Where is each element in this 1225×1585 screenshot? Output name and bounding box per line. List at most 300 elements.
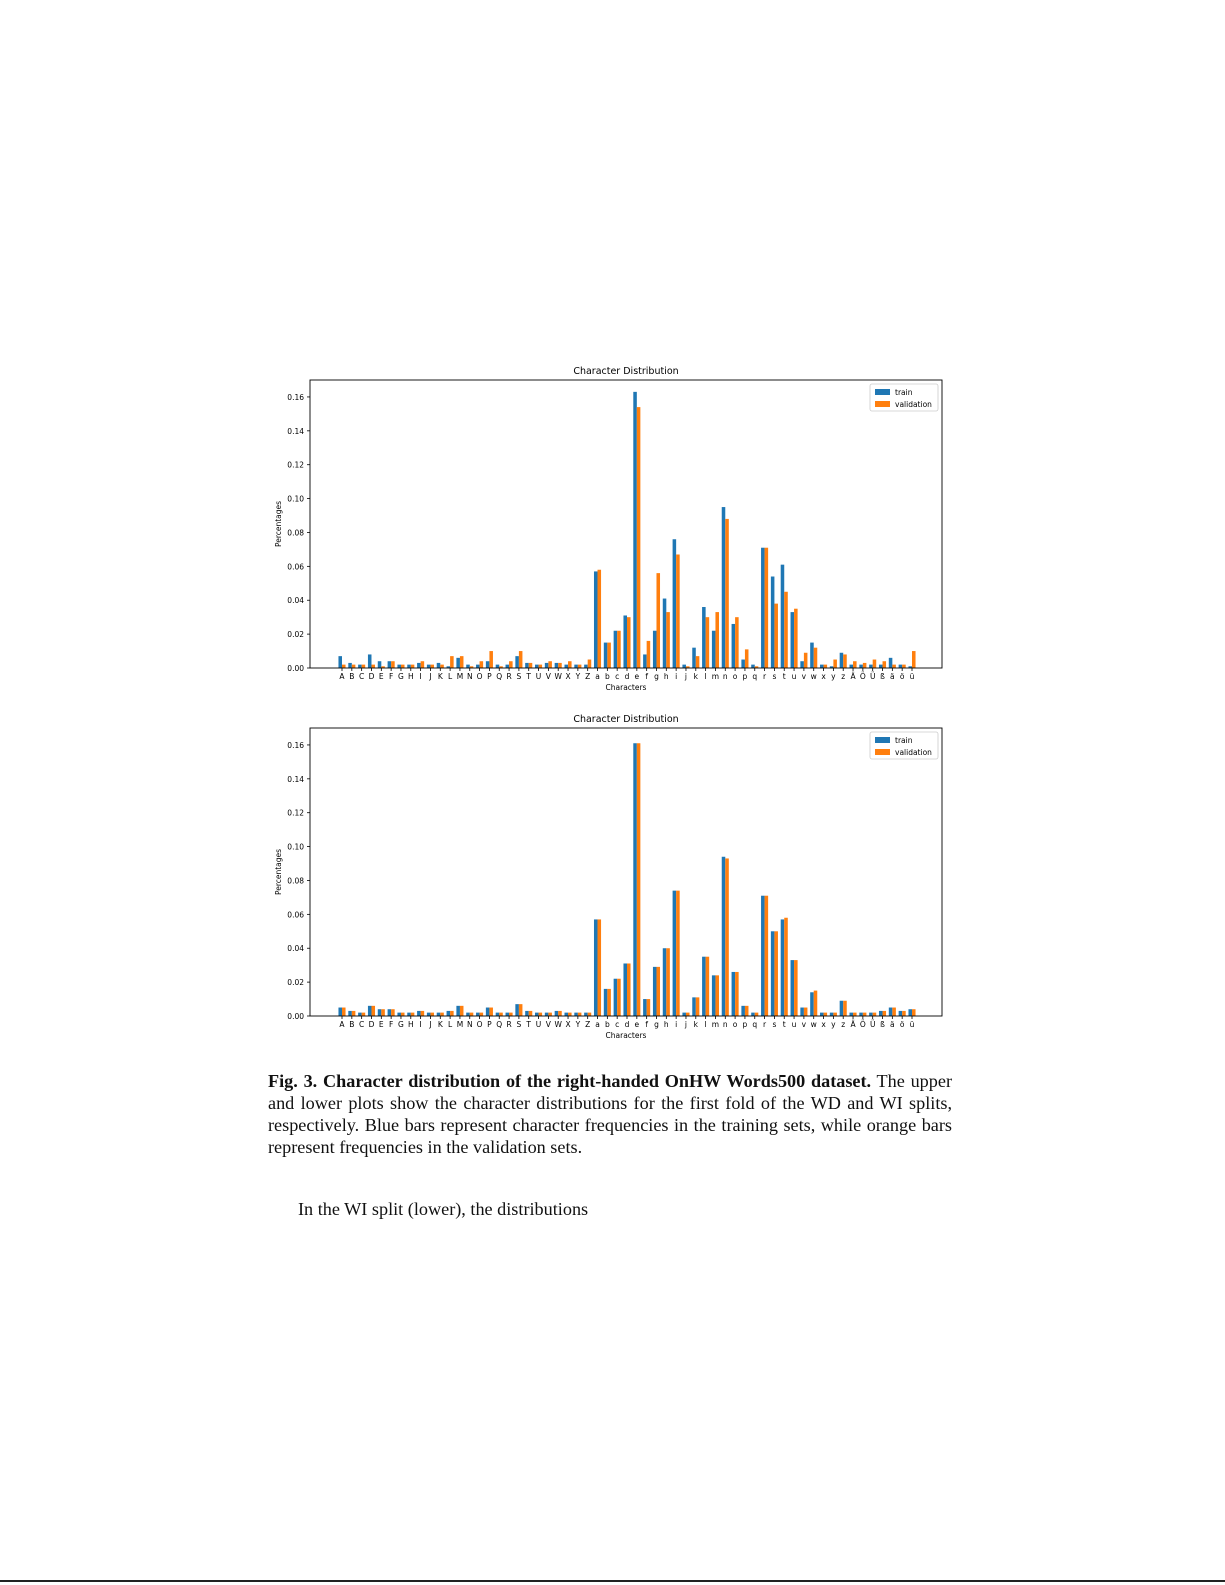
bar-train (722, 857, 726, 1016)
bar-train (771, 931, 775, 1016)
x-tick-label: U (535, 672, 542, 681)
y-tick-label: 0.02 (287, 630, 304, 640)
legend-swatch-train (875, 389, 890, 395)
bar-validation (656, 967, 660, 1016)
bar-validation (362, 665, 366, 668)
bar-train (879, 1011, 883, 1016)
x-tick-label: d (624, 672, 630, 681)
bar-train (692, 997, 696, 1016)
bar-validation (765, 896, 769, 1016)
bar-validation (843, 1001, 847, 1016)
x-tick-label: Y (575, 1020, 581, 1029)
bar-train (614, 631, 618, 668)
x-tick-label: N (466, 672, 473, 681)
bar-train (604, 989, 608, 1016)
bar-train (447, 1011, 451, 1016)
x-tick-label: I (419, 1020, 422, 1029)
bar-validation (607, 989, 611, 1016)
bar-train (584, 665, 588, 668)
x-tick-label: ö (899, 1020, 905, 1029)
x-tick-label: B (349, 1020, 355, 1029)
x-tick-label: Q (496, 1020, 503, 1029)
x-tick-label: C (359, 1020, 365, 1029)
bar-train (800, 661, 804, 668)
bar-train (427, 665, 431, 668)
bar-validation (833, 660, 837, 668)
x-tick-label: ü (909, 1020, 915, 1029)
x-tick-label: A (339, 1020, 345, 1029)
bar-train (869, 1013, 873, 1016)
x-tick-label: a (595, 672, 600, 681)
bar-train (535, 665, 539, 668)
y-tick-label: 0.16 (287, 392, 304, 402)
bar-validation (401, 665, 405, 668)
legend-swatch-validation (875, 401, 890, 407)
bar-validation (470, 1013, 474, 1016)
x-tick-label: g (654, 1020, 659, 1029)
bar-train (653, 967, 657, 1016)
bar-validation (843, 654, 847, 668)
x-tick-label: q (752, 1020, 758, 1029)
bar-train (437, 1013, 441, 1016)
y-tick-label: 0.12 (287, 460, 304, 470)
bar-validation (627, 617, 631, 668)
bar-train (643, 654, 647, 668)
x-tick-label: z (841, 1020, 846, 1029)
bar-train (555, 1011, 559, 1016)
x-tick-label: t (782, 672, 786, 681)
bar-train (456, 658, 460, 668)
y-tick-label: 0.08 (287, 876, 304, 886)
x-tick-label: X (565, 1020, 571, 1029)
bar-validation (666, 612, 670, 668)
x-tick-label: Ä (850, 1020, 856, 1029)
bar-validation (873, 660, 877, 668)
y-axis-label: Percentages (274, 848, 283, 896)
x-tick-label: O (476, 672, 483, 681)
bar-train (840, 653, 844, 668)
bar-validation (765, 548, 769, 668)
bar-train (515, 1004, 519, 1016)
x-tick-label: u (791, 672, 797, 681)
x-tick-label: Ö (859, 672, 866, 681)
bar-train (673, 539, 677, 668)
bar-validation (362, 1013, 366, 1016)
bar-train (830, 1013, 834, 1016)
x-tick-label: h (663, 672, 669, 681)
bar-validation (342, 1008, 346, 1016)
bar-train (899, 665, 903, 668)
x-tick-label: z (841, 672, 846, 681)
bar-train (741, 660, 745, 668)
x-tick-label: K (437, 1020, 443, 1029)
bar-validation (489, 1008, 493, 1016)
bar-validation (853, 661, 857, 668)
caption-lead: Fig. 3. Character distribution of the right-handed OnHW Words500 dataset. (268, 1071, 872, 1091)
x-tick-label: y (831, 1020, 836, 1029)
x-tick-label: m (711, 672, 720, 681)
bar-validation (509, 1013, 513, 1016)
bar-validation (371, 1006, 375, 1016)
bar-train (348, 1011, 352, 1016)
bar-validation (784, 592, 788, 668)
bar-validation (430, 665, 434, 668)
x-tick-label: R (506, 672, 512, 681)
bar-train (623, 963, 627, 1016)
bar-validation (696, 656, 700, 668)
bar-validation (892, 665, 896, 668)
x-tick-label: b (604, 672, 610, 681)
x-tick-label: f (645, 1020, 648, 1029)
bar-train (781, 565, 785, 668)
bar-validation (391, 661, 395, 668)
x-tick-label: C (359, 672, 365, 681)
bar-train (810, 643, 814, 668)
bar-validation (568, 1013, 572, 1016)
legend-swatch-validation (875, 749, 890, 755)
bar-validation (598, 919, 602, 1016)
y-tick-label: 0.08 (287, 528, 304, 538)
x-tick-label: g (654, 672, 659, 681)
bar-validation (627, 963, 631, 1016)
x-tick-label: h (663, 1020, 669, 1029)
x-tick-label: ä (890, 1020, 895, 1029)
bar-train (368, 1006, 372, 1016)
x-tick-label: v (801, 1020, 807, 1029)
x-tick-label: J (429, 1020, 432, 1029)
bar-validation (421, 661, 425, 668)
x-tick-label: t (782, 1020, 786, 1029)
bar-validation (588, 660, 592, 668)
bar-validation (440, 1013, 444, 1016)
bar-train (476, 665, 480, 668)
upper-chart (270, 358, 960, 698)
bar-train (378, 661, 382, 668)
bar-validation (381, 1009, 385, 1016)
x-tick-label: L (448, 1020, 453, 1029)
x-tick-label: x (821, 1020, 826, 1029)
bar-train (584, 1013, 588, 1016)
x-tick-label: b (604, 1020, 610, 1029)
bar-train (879, 665, 883, 668)
x-tick-label: K (437, 672, 443, 681)
bar-train (712, 631, 716, 668)
bar-validation (607, 643, 611, 668)
bar-validation (558, 663, 562, 668)
x-tick-label: R (506, 1020, 512, 1029)
bar-train (702, 957, 706, 1016)
x-tick-label: r (763, 672, 767, 681)
bar-train (682, 665, 686, 668)
bar-train (712, 975, 716, 1016)
bar-validation (794, 609, 798, 668)
y-tick-label: 0.04 (287, 596, 304, 606)
bar-validation (883, 661, 887, 668)
x-tick-label: T (526, 672, 532, 681)
bar-train (594, 919, 598, 1016)
bar-train (751, 665, 755, 668)
x-tick-label: Y (575, 672, 581, 681)
bar-validation (460, 1006, 464, 1016)
x-tick-label: u (791, 1020, 797, 1029)
bar-validation (902, 665, 906, 668)
bar-train (859, 665, 863, 668)
bar-validation (401, 1013, 405, 1016)
bar-train (535, 1013, 539, 1016)
y-tick-label: 0.12 (287, 808, 304, 818)
x-tick-label: X (565, 672, 571, 681)
bar-validation (352, 665, 356, 668)
bar-validation (450, 1011, 454, 1016)
x-tick-label: Z (585, 672, 591, 681)
bar-validation (539, 665, 543, 668)
bar-train (663, 948, 667, 1016)
x-tick-label: c (615, 672, 620, 681)
x-tick-label: ü (909, 672, 915, 681)
bar-train (849, 665, 853, 668)
bar-validation (637, 407, 641, 668)
bar-train (692, 648, 696, 668)
bar-validation (489, 651, 493, 668)
x-tick-label: U (535, 1020, 542, 1029)
body-paragraph: In the WI split (lower), the distributions (298, 1199, 589, 1219)
x-axis-label: Characters (605, 683, 647, 692)
bar-train (574, 665, 578, 668)
bar-train (869, 665, 873, 668)
bar-validation (480, 661, 484, 668)
bar-train (338, 656, 342, 668)
bar-validation (617, 631, 621, 668)
bar-validation (499, 1013, 503, 1016)
bar-train (466, 665, 470, 668)
bar-validation (519, 651, 523, 668)
bar-validation (794, 960, 798, 1016)
bar-train (849, 1013, 853, 1016)
bar-validation (814, 991, 818, 1016)
bar-train (486, 661, 490, 668)
bar-train (388, 1009, 392, 1016)
bar-train (338, 1008, 342, 1016)
bar-train (574, 1013, 578, 1016)
bar-train (633, 743, 637, 1016)
bar-validation (637, 743, 641, 1016)
bar-validation (430, 1013, 434, 1016)
x-tick-label: n (722, 672, 728, 681)
bar-train (889, 658, 893, 668)
bar-validation (892, 1008, 896, 1016)
x-tick-label: E (378, 1020, 384, 1029)
bar-validation (509, 661, 513, 668)
x-tick-label: H (407, 1020, 414, 1029)
bar-validation (863, 663, 867, 668)
bar-train (506, 1013, 510, 1016)
bar-validation (853, 1013, 857, 1016)
bar-validation (706, 957, 710, 1016)
bar-validation (784, 918, 788, 1016)
bar-validation (804, 1008, 808, 1016)
bar-train (732, 624, 736, 668)
x-tick-label: q (752, 672, 758, 681)
x-tick-label: r (763, 1020, 767, 1029)
bar-validation (440, 665, 444, 668)
legend-label-train: train (895, 388, 913, 397)
x-tick-label: B (349, 672, 355, 681)
x-tick-label: M (456, 672, 464, 681)
bar-validation (656, 573, 660, 668)
bar-train (506, 665, 510, 668)
bar-train (388, 661, 392, 668)
bar-train (840, 1001, 844, 1016)
bar-validation (824, 1013, 828, 1016)
bar-train (348, 663, 352, 668)
bar-train (417, 663, 421, 668)
legend-label-validation: validation (895, 748, 932, 757)
bar-validation (715, 612, 719, 668)
bar-train (653, 631, 657, 668)
bar-validation (735, 617, 739, 668)
y-tick-label: 0.10 (287, 494, 304, 504)
x-tick-label: O (476, 1020, 483, 1029)
bar-validation (529, 1011, 533, 1016)
bar-train (791, 960, 795, 1016)
legend-swatch-train (875, 737, 890, 743)
bar-train (604, 643, 608, 668)
x-tick-label: L (448, 672, 453, 681)
bar-train (810, 992, 814, 1016)
x-tick-label: o (732, 1020, 738, 1029)
bar-train (564, 1013, 568, 1016)
bar-validation (450, 656, 454, 668)
x-tick-label: e (634, 1020, 640, 1029)
bar-train (545, 1013, 549, 1016)
bar-train (378, 1009, 382, 1016)
bar-validation (352, 1011, 356, 1016)
bar-train (643, 999, 647, 1016)
x-tick-label: V (545, 1020, 551, 1029)
x-tick-label: N (466, 1020, 473, 1029)
y-tick-label: 0.06 (287, 562, 304, 572)
y-tick-label: 0.00 (287, 1012, 304, 1021)
x-tick-label: Ö (859, 1020, 866, 1029)
bar-validation (686, 1013, 690, 1016)
bar-validation (647, 999, 651, 1016)
chart-title: Character Distribution (573, 366, 679, 377)
bar-validation (529, 663, 533, 668)
bar-validation (391, 1009, 395, 1016)
bar-validation (548, 1013, 552, 1016)
x-tick-label: y (831, 672, 836, 681)
bar-train (486, 1008, 490, 1016)
x-tick-label: m (711, 1020, 720, 1029)
x-tick-label: D (368, 1020, 375, 1029)
x-tick-label: s (772, 1020, 777, 1029)
bar-train (525, 663, 529, 668)
bar-train (771, 577, 775, 668)
x-tick-label: o (732, 672, 738, 681)
bar-validation (548, 661, 552, 668)
x-tick-label: ß (880, 672, 885, 681)
x-tick-label: p (742, 1020, 748, 1029)
bar-validation (725, 858, 729, 1016)
x-tick-label: W (554, 672, 562, 681)
x-tick-label: v (801, 672, 807, 681)
bar-validation (774, 931, 778, 1016)
x-tick-label: F (388, 1020, 394, 1029)
bar-train (594, 571, 598, 668)
bar-validation (411, 1013, 415, 1016)
legend-label-train: train (895, 736, 913, 745)
bar-validation (568, 661, 572, 668)
chart-title: Character Distribution (573, 714, 679, 725)
x-tick-label: G (398, 672, 404, 681)
chart-svg (270, 706, 960, 1046)
bar-train (407, 665, 411, 668)
bar-train (476, 1013, 480, 1016)
bar-train (820, 1013, 824, 1016)
bar-train (437, 663, 441, 668)
bar-train (761, 896, 765, 1016)
bar-validation (617, 979, 621, 1016)
x-tick-label: ä (890, 672, 895, 681)
x-tick-label: G (398, 1020, 404, 1029)
bar-train (525, 1011, 529, 1016)
x-tick-label: S (516, 1020, 522, 1029)
x-tick-label: a (595, 1020, 600, 1029)
x-tick-label: l (704, 1020, 707, 1029)
bar-validation (833, 1013, 837, 1016)
bar-validation (696, 997, 700, 1016)
bar-train (673, 891, 677, 1016)
x-tick-label: J (429, 672, 432, 681)
x-tick-label: n (722, 1020, 728, 1029)
x-tick-label: p (742, 672, 748, 681)
y-axis-label: Percentages (274, 500, 283, 548)
bar-validation (804, 653, 808, 668)
bar-train (702, 607, 706, 668)
bar-train (358, 1013, 362, 1016)
bar-train (456, 1006, 460, 1016)
bar-validation (774, 604, 778, 668)
bar-train (791, 612, 795, 668)
y-tick-label: 0.06 (287, 910, 304, 920)
bar-train (496, 1013, 500, 1016)
x-tick-label: x (821, 672, 826, 681)
bar-validation (745, 649, 749, 668)
bar-validation (666, 948, 670, 1016)
bar-validation (902, 1011, 906, 1016)
bar-validation (588, 1013, 592, 1016)
bar-train (889, 1008, 893, 1016)
bar-train (466, 1013, 470, 1016)
x-tick-label: j (684, 1020, 688, 1029)
x-tick-label: Ü (869, 1020, 876, 1029)
bar-train (908, 1009, 912, 1016)
bar-validation (647, 641, 651, 668)
bar-validation (725, 519, 729, 668)
x-tick-label: H (407, 672, 414, 681)
bar-validation (598, 570, 602, 668)
x-tick-label: M (456, 1020, 464, 1029)
bar-validation (411, 665, 415, 668)
x-tick-label: s (772, 672, 777, 681)
x-tick-label: Q (496, 672, 503, 681)
x-tick-label: D (368, 672, 375, 681)
bar-validation (863, 1013, 867, 1016)
bar-train (663, 599, 667, 668)
x-tick-label: P (487, 1020, 492, 1029)
bar-train (407, 1013, 411, 1016)
x-tick-label: k (693, 1020, 698, 1029)
